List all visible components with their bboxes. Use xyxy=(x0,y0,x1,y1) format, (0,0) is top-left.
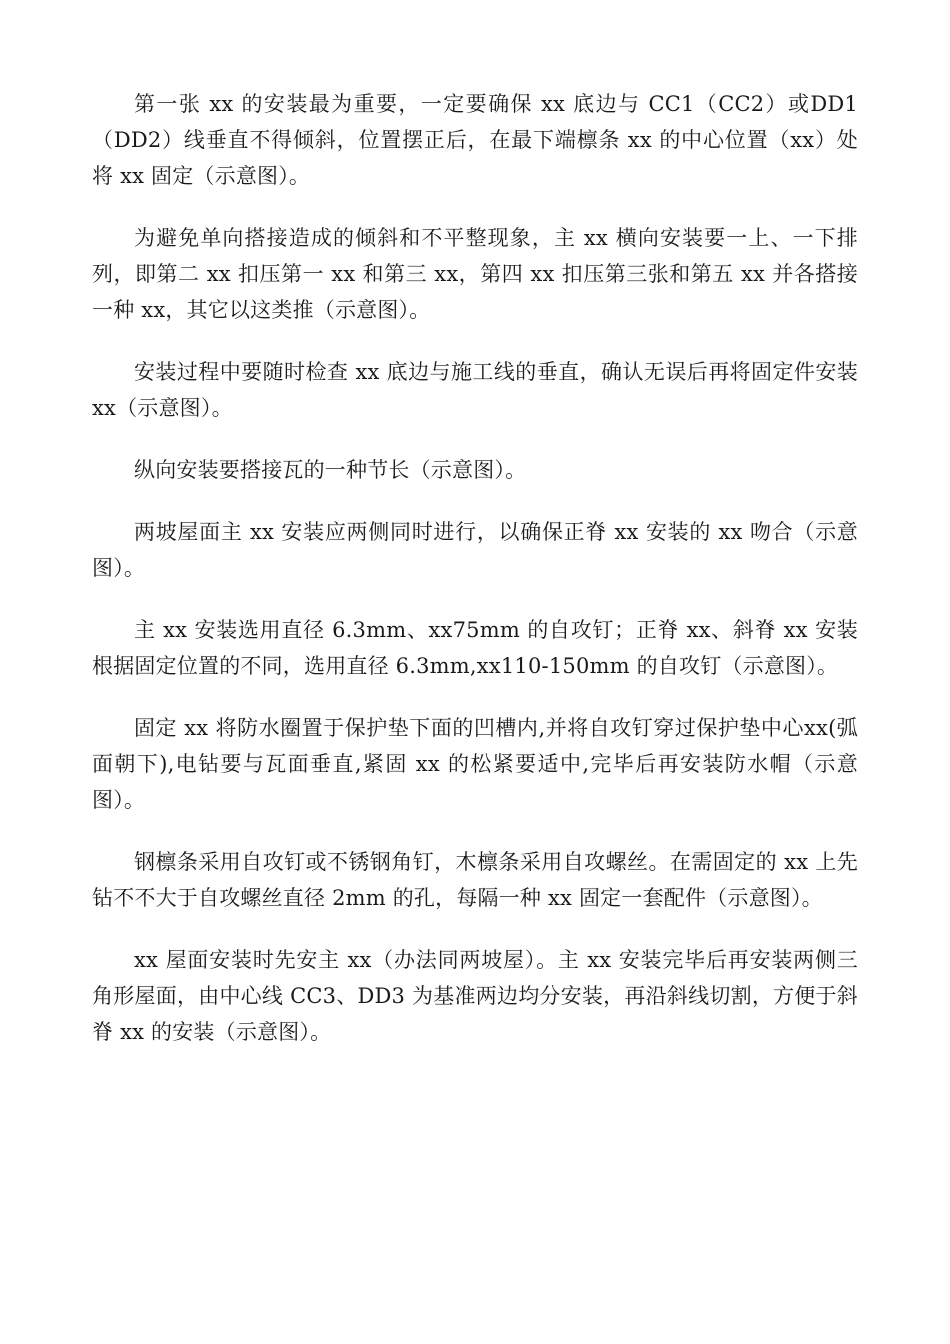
paragraph-9: xx 屋面安装时先安主 xx（办法同两坡屋）。主 xx 安装完毕后再安装两侧三角形屋面，由中心线 CC3、DD3 为基准两边均分安装，再沿斜线切割，方便于斜脊 xx 的安装（示意图）。 xyxy=(92,948,858,1044)
paragraph-3: 安装过程中要随时检查 xx 底边与施工线的垂直，确认无误后再将固定件安装 xx（示意图）。 xyxy=(92,360,858,420)
paragraph-4: 纵向安装要搭接瓦的一种节长（示意图）。 xyxy=(134,458,527,482)
paragraph-2: 为避免单向搭接造成的倾斜和不平整现象，主 xx 横向安装要一上、一下排列，即第二 xx 扣压第一 xx 和第三 xx，第四 xx 扣压第三张和第五 xx 并各搭接一种 xx，其它以这类推（示意图）。 xyxy=(92,226,858,322)
paragraph-5: 两坡屋面主 xx 安装应两侧同时进行，以确保正脊 xx 安装的 xx 吻合（示意图）。 xyxy=(92,520,858,580)
paragraph-1: 第一张 xx 的安装最为重要，一定要确保 xx 底边与 CC1（CC2）或DD1（DD2）线垂直不得倾斜，位置摆正后，在最下端檩条 xx 的中心位置（xx）处将 xx 固定（示意图）。 xyxy=(92,92,858,188)
paragraph-7: 固定 xx 将防水圈置于保护垫下面的凹槽内,并将自攻钉穿过保护垫中心xx(弧面朝下),电钻要与瓦面垂直,紧固 xx 的松紧要适中,完毕后再安装防水帽（示意图）。 xyxy=(92,716,858,812)
paragraph-8: 钢檩条采用自攻钉或不锈钢角钉，木檩条采用自攻螺丝。在需固定的 xx 上先钻不不大于自攻螺丝直径 2mm 的孔，每隔一种 xx 固定一套配件（示意图）。 xyxy=(92,850,858,910)
paragraph-6: 主 xx 安装选用直径 6.3mm、xx75mm 的自攻钉；正脊 xx、斜脊 xx 安装根据固定位置的不同，选用直径 6.3mm,xx110-150mm 的自攻钉（示意图）。 xyxy=(92,618,858,678)
